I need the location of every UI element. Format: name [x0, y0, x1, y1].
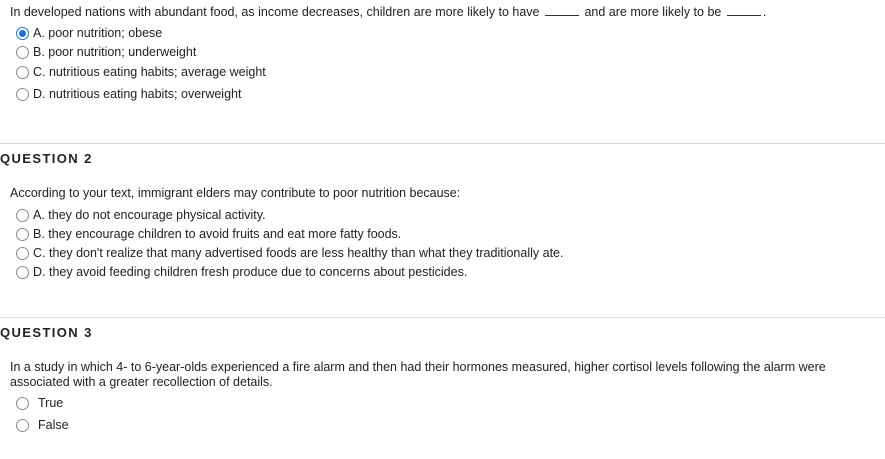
- radio-icon[interactable]: [16, 247, 29, 260]
- question-3-option-true[interactable]: [16, 395, 63, 411]
- radio-icon[interactable]: [16, 209, 29, 222]
- option-label: A. poor nutrition; obese: [33, 26, 163, 40]
- option-label: False: [38, 418, 69, 432]
- question-3-heading: QUESTION 3: [0, 325, 93, 340]
- radio-icon[interactable]: [16, 66, 29, 79]
- option-label: C. they don't realize that many advertised foods are less healthy than what they traditionally ate.: [33, 246, 564, 260]
- blank-2: [727, 5, 761, 16]
- question-2-option-a[interactable]: [16, 207, 266, 223]
- question-3-option-false[interactable]: [16, 417, 69, 433]
- question-1-text-part1: In developed nations with abundant food, as income decreases, children are more likely to have: [10, 5, 540, 19]
- option-label: B. they encourage children to avoid fruits and eat more fatty foods.: [33, 227, 402, 241]
- question-2-heading: QUESTION 2: [0, 151, 93, 166]
- option-label: D. they avoid feeding children fresh produce due to concerns about pesticides.: [33, 265, 468, 279]
- option-label: D. nutritious eating habits; overweight: [33, 87, 242, 101]
- option-label: C. nutritious eating habits; average weight: [33, 65, 266, 79]
- question-1-option-c[interactable]: [16, 64, 266, 80]
- question-1-text-end: .: [762, 5, 767, 19]
- question-divider: [0, 143, 885, 144]
- radio-icon[interactable]: [16, 46, 29, 59]
- question-2-text: According to your text, immigrant elders may contribute to poor nutrition because:: [10, 186, 461, 200]
- question-2-option-d[interactable]: [16, 264, 467, 280]
- radio-icon[interactable]: [16, 419, 29, 432]
- radio-icon[interactable]: [16, 228, 29, 241]
- question-1-option-d[interactable]: [16, 86, 241, 102]
- option-label: True: [38, 396, 64, 410]
- radio-checked-icon[interactable]: [16, 27, 29, 40]
- question-1-text: [10, 5, 766, 20]
- question-2-option-b[interactable]: [16, 226, 401, 242]
- question-1-option-b[interactable]: [16, 44, 196, 60]
- radio-icon[interactable]: [16, 88, 29, 101]
- question-3-text: In a study in which 4- to 6-year-olds experienced a fire alarm and then had their hormones measured, higher cortisol levels following the alarm were associated with a greater recollection of details.: [10, 360, 826, 389]
- radio-icon[interactable]: [16, 397, 29, 410]
- question-2-option-c[interactable]: [16, 245, 563, 261]
- option-label: A. they do not encourage physical activity.: [33, 208, 266, 222]
- question-1-option-a[interactable]: [16, 25, 162, 41]
- question-1-text-part2: and are more likely to be: [584, 5, 722, 19]
- radio-icon[interactable]: [16, 266, 29, 279]
- question-divider: [0, 317, 885, 318]
- option-label: B. poor nutrition; underweight: [33, 45, 197, 59]
- blank-1: [545, 5, 579, 16]
